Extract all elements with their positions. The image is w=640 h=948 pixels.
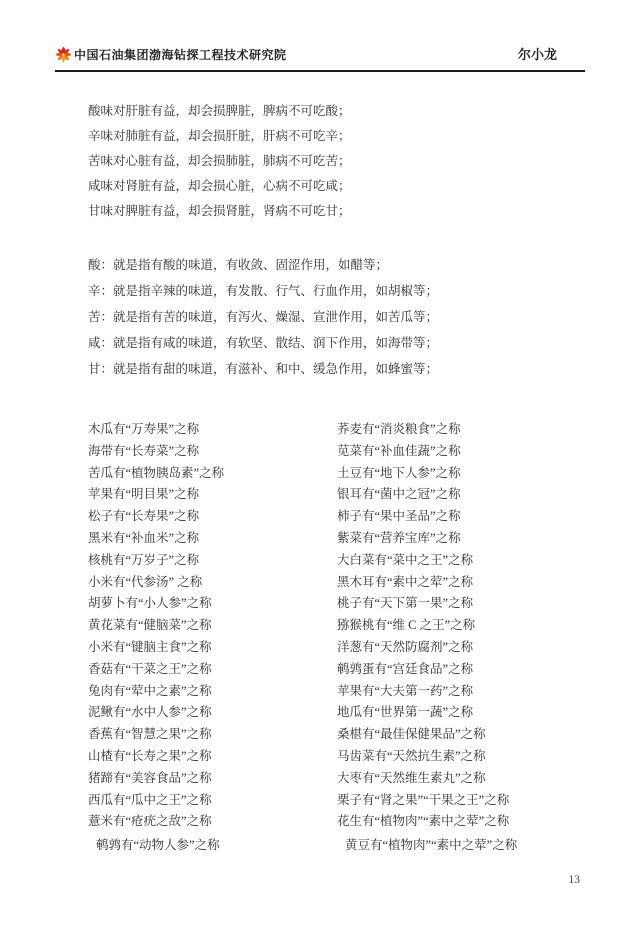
flavor-benefit-line: 辛味对肺脏有益，却会损肝脏，肝病不可吃辛； <box>88 129 351 143</box>
food-nickname-line: 银耳有“菌中之冠”之称 <box>337 487 461 502</box>
header-org-block <box>55 46 287 63</box>
food-nickname-line: 兔肉有“荤中之素”之称 <box>88 683 212 698</box>
food-nickname-line: 栗子有“肾之果”“干果之王”之称 <box>337 792 510 807</box>
page-number: 13 <box>568 874 580 886</box>
food-nickname-line: 松子有“长寿果”之称 <box>88 509 200 524</box>
org-name: 中国石油集团渤海钻探工程技术研究院 <box>74 48 287 62</box>
food-nickname-line: 香蕉有“智慧之果”之称 <box>88 727 212 742</box>
flavor-benefit-line: 咸味对肾脏有益，却会损心脏，心病不可吃咸； <box>88 179 351 193</box>
flavor-benefit-line: 苦味对心脏有益，却会损肺脏，肺病不可吃苦； <box>88 154 351 168</box>
flavor-definition-line: 辛：就是指辛辣的味道，有发散、行气、行血作用，如胡椒等； <box>88 284 439 298</box>
food-nickname-line: 柿子有“果中圣品”之称 <box>337 509 461 524</box>
cnpc-logo-icon <box>55 46 72 63</box>
flavor-benefit-line: 酸味对肝脏有益，却会损脾脏，脾病不可吃酸； <box>88 104 351 118</box>
food-nickname-line: 洋葱有“天然防腐剂”之称 <box>337 639 474 654</box>
food-nickname-line: 土豆有“地下人参”之称 <box>337 465 461 480</box>
food-nickname-line: 山楂有“长寿之果”之称 <box>88 748 212 763</box>
food-nicknames-section <box>88 419 590 857</box>
food-nickname-line: 桃子有“天下第一果”之称 <box>337 596 474 611</box>
food-nicknames-right-column <box>337 419 590 857</box>
food-nickname-line: 苋菜有“补血佳蔬”之称 <box>337 443 461 458</box>
food-nickname-line: 黄花菜有“健脑菜”之称 <box>88 618 212 633</box>
document-page <box>0 44 640 948</box>
food-nickname-line: 地瓜有“世界第一蔬”之称 <box>337 705 474 720</box>
food-nickname-line: 香菇有“干菜之王”之称 <box>88 661 212 676</box>
food-nickname-line: 黑米有“补血米”之称 <box>88 530 200 545</box>
flavor-benefits-section <box>88 99 590 224</box>
food-nickname-line: 木瓜有“万寿果”之称 <box>88 422 200 436</box>
flavor-definition-line: 苦：就是指有苦的味道，有泻火、燥湿、宣泄作用，如苦瓜等； <box>88 310 439 324</box>
food-nickname-line: 大白菜有“菜中之王”之称 <box>337 552 474 567</box>
food-nickname-line: 猪蹄有“美容食品”之称 <box>88 770 212 785</box>
food-nickname-line: 荞麦有“消炎粮食”之称 <box>337 422 461 436</box>
food-nickname-line: 泥鳅有“水中人参”之称 <box>88 705 212 720</box>
flavor-definitions-section <box>88 252 590 382</box>
food-nickname-line: 紫菜有“营养宝库”之称 <box>337 530 461 545</box>
food-nickname-line: 鹌鹑蛋有“宫廷食品”之称 <box>337 661 474 676</box>
food-nickname-line: 鹌鹑有“动物人参”之称 <box>96 838 220 853</box>
food-nickname-line: 苦瓜有“植物胰岛素”之称 <box>88 465 225 480</box>
food-nickname-line: 桑椹有“最佳保健果品”之称 <box>337 727 486 742</box>
food-nickname-line: 猕猴桃有“维 C 之王”之称 <box>337 618 476 633</box>
food-nickname-line: 小米有“代参汤” 之称 <box>88 574 203 589</box>
food-nickname-line: 小米有“键脑主食”之称 <box>88 639 212 654</box>
food-nickname-line: 黑木耳有“素中之荤”之称 <box>337 574 474 589</box>
author-name: 尔小龙 <box>517 47 557 62</box>
document-body <box>88 99 590 857</box>
flavor-definition-line: 酸：就是指有酸的味道，有收敛、固涩作用，如醋等； <box>88 258 389 272</box>
food-nickname-line: 薏米有“疮疣之敌”之称 <box>88 814 212 829</box>
food-nickname-line: 黄豆有“植物肉”“素中之荤”之称 <box>345 838 518 853</box>
food-nickname-line: 西瓜有“瓜中之王”之称 <box>88 792 212 807</box>
food-nickname-line: 核桃有“万岁子”之称 <box>88 552 200 567</box>
flavor-definition-line: 咸：就是指有咸的味道，有软坚、散结、润下作用，如海带等； <box>88 336 439 350</box>
food-nickname-line: 胡萝卜有“小人参”之称 <box>88 596 212 611</box>
food-nicknames-left-column <box>88 419 337 857</box>
food-nickname-line: 花生有“植物肉”“素中之荤”之称 <box>337 814 510 829</box>
food-nickname-line: 马齿菜有“天然抗生素”之称 <box>337 748 486 763</box>
food-nickname-line: 海带有“长寿菜”之称 <box>88 443 200 458</box>
food-nickname-line: 苹果有“大夫第一药”之称 <box>337 683 474 698</box>
flavor-benefit-line: 甘味对脾脏有益，却会损肾脏，肾病不可吃甘； <box>88 204 351 218</box>
flavor-definition-line: 甘：就是指有甜的味道，有滋补、和中、缓急作用，如蜂蜜等； <box>88 362 439 376</box>
food-nickname-line: 大枣有“天然维生素丸”之称 <box>337 770 486 785</box>
page-header <box>55 44 585 72</box>
food-nickname-line: 苹果有“明目果”之称 <box>88 487 200 502</box>
